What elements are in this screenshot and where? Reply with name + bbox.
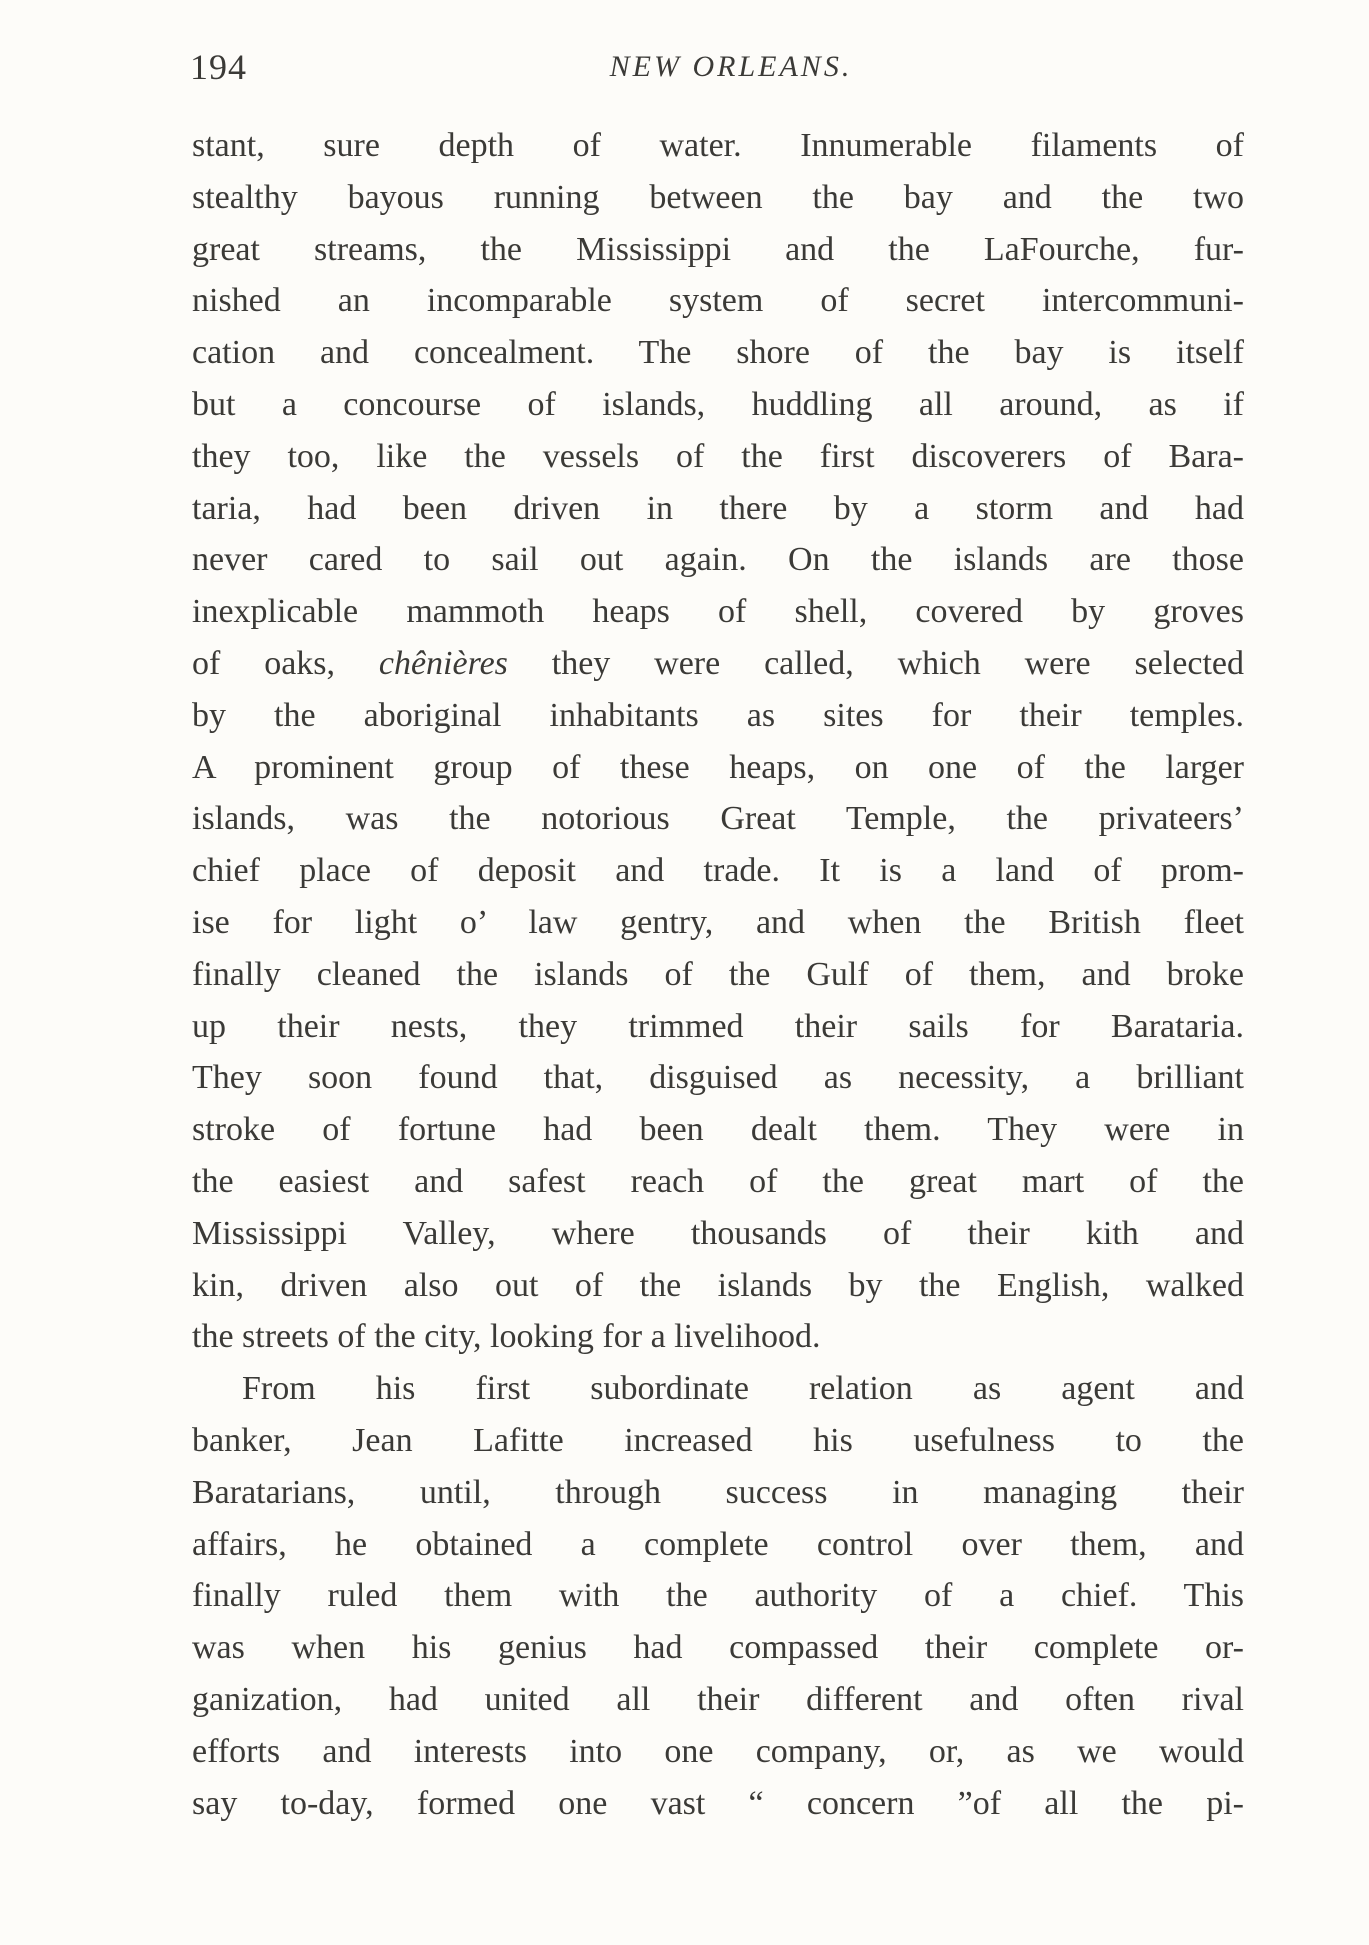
text-line: the easiest and safest reach of the great mart of the xyxy=(192,1162,1244,1200)
paragraph-end-line: the streets of the city, looking for a livelihood. xyxy=(192,1318,821,1356)
text-line: cation and concealment. The shore of the bay is itself xyxy=(192,334,1244,372)
text-segment: of oaks, xyxy=(192,644,379,682)
text-line: stant, sure depth of water. Innumerable filaments of xyxy=(192,127,1244,164)
text-line: say to-day, formed one vast “ concern ”of all the pi- xyxy=(192,1784,1244,1822)
text-line: taria, had been driven in there by a storm and had xyxy=(192,489,1244,527)
text-line: efforts and interests into one company, or, as we would xyxy=(192,1732,1244,1770)
running-title: NEW ORLEANS. xyxy=(609,50,853,83)
text-line-with-italic xyxy=(192,638,1244,690)
text-line: nished an incomparable system of secret intercommuni- xyxy=(192,282,1244,320)
page-number: 194 xyxy=(190,47,247,87)
text-line: stroke of fortune had been dealt them. They were in xyxy=(192,1111,1244,1149)
text-line: banker, Jean Lafitte increased his usefulness to the xyxy=(192,1421,1244,1459)
running-head xyxy=(190,42,1242,92)
italic-term: chênières xyxy=(378,644,508,682)
text-line: islands, was the notorious Great Temple, the privateers’ xyxy=(192,800,1244,838)
text-line: affairs, he obtained a complete control over them, and xyxy=(192,1525,1244,1563)
text-line: finally cleaned the islands of the Gulf of them, and broke xyxy=(192,955,1244,993)
text-line: They soon found that, disguised as necessity, a brilliant xyxy=(192,1059,1244,1097)
text-line: inexplicable mammoth heaps of shell, covered by groves xyxy=(192,593,1244,631)
text-line: ise for light o’ law gentry, and when the British fleet xyxy=(192,903,1244,941)
text-line: kin, driven also out of the islands by the English, walked xyxy=(192,1266,1244,1304)
text-line: Mississippi Valley, where thousands of their kith and xyxy=(192,1214,1244,1252)
body-text xyxy=(192,120,1244,1829)
text-line: A prominent group of these heaps, on one of the larger xyxy=(192,748,1244,786)
text-line: never cared to sail out again. On the islands are those xyxy=(192,541,1244,579)
text-line: chief place of deposit and trade. It is a land of prom- xyxy=(192,852,1244,890)
paragraph-start-line: From his first subordinate relation as agent and xyxy=(242,1370,1244,1408)
text-line: they too, like the vessels of the first discoverers of Bara- xyxy=(192,437,1244,475)
text-line: up their nests, they trimmed their sails for Barataria. xyxy=(192,1007,1244,1045)
text-line: ganization, had united all their different and often rival xyxy=(192,1680,1244,1718)
text-line: stealthy bayous running between the bay and the two xyxy=(192,178,1244,216)
text-line: finally ruled them with the authority of a chief. This xyxy=(192,1577,1244,1615)
text-segment: they were called, which were selected xyxy=(507,644,1244,682)
text-line: but a concourse of islands, huddling all around, as if xyxy=(192,385,1244,423)
text-line: by the aboriginal inhabitants as sites for their temples. xyxy=(192,696,1244,734)
text-line: Baratarians, until, through success in managing their xyxy=(192,1473,1244,1511)
text-line: great streams, the Mississippi and the LaFourche, fur- xyxy=(192,230,1244,268)
text-line: was when his genius had compassed their complete or- xyxy=(192,1629,1244,1667)
